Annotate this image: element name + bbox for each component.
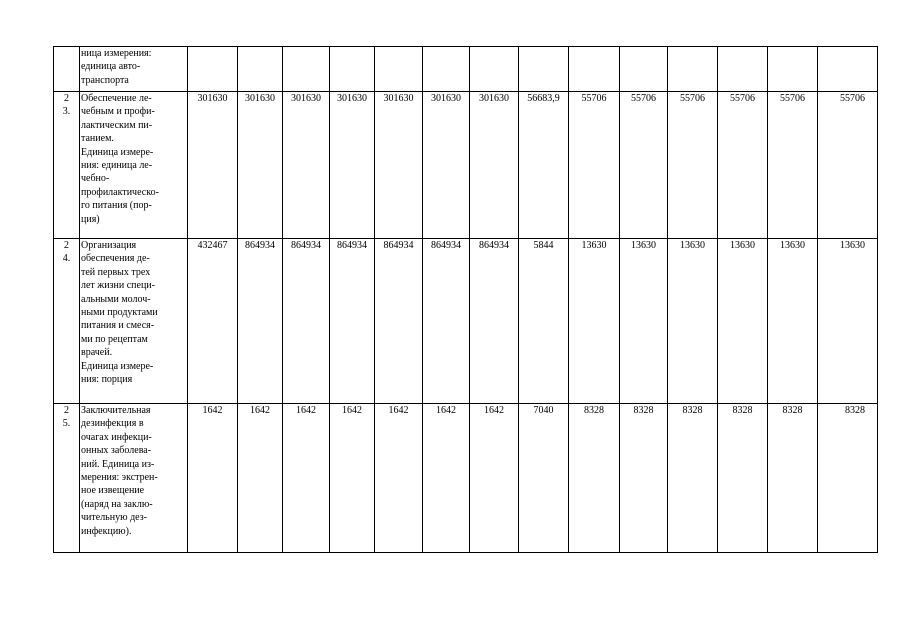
value-cell: 8328: [620, 404, 668, 553]
indicator-name-text: ными продуктами: [81, 307, 158, 319]
indicator-name-cell: [80, 92, 188, 239]
value-cell: 301630: [330, 92, 375, 239]
value-cell: 864934: [330, 239, 375, 404]
value-cell: 864934: [470, 239, 519, 404]
value-cell: 301630: [188, 92, 238, 239]
indicator-name-cell: [80, 404, 188, 553]
table-body: [54, 47, 878, 553]
table-row: [54, 92, 878, 239]
value-cell: [668, 47, 718, 92]
indicator-name-text: Единица измере-: [81, 146, 154, 158]
row-number-cell: [54, 92, 80, 239]
indicator-name-text: тей первых трех: [81, 266, 151, 278]
value-cell: [188, 47, 238, 92]
value-cell: 55706: [668, 92, 718, 239]
value-cell: [238, 47, 283, 92]
value-cell: 864934: [238, 239, 283, 404]
value-cell: 864934: [423, 239, 470, 404]
value-cell: 301630: [375, 92, 423, 239]
value-cell: 1642: [330, 404, 375, 553]
value-cell: 55706: [818, 92, 878, 239]
value-cell: 55706: [768, 92, 818, 239]
indicator-name-text: инфекцию).: [81, 525, 132, 537]
value-cell: [569, 47, 620, 92]
indicator-name-text: Единица измере-: [81, 360, 154, 372]
value-cell: 55706: [718, 92, 768, 239]
value-cell: 55706: [569, 92, 620, 239]
indicator-table: [53, 46, 878, 553]
indicator-name-text: питания и смеся-: [81, 320, 155, 332]
indicator-name-text: Организация: [81, 240, 137, 251]
value-cell: 55706: [620, 92, 668, 239]
indicator-name-text: транспорта: [81, 74, 129, 86]
value-cell: 1642: [470, 404, 519, 553]
indicator-name-text: единица авто-: [81, 61, 141, 73]
indicator-name-text: ми по рецептам: [81, 333, 148, 345]
value-cell: 13630: [569, 239, 620, 404]
indicator-name-text: чительную дез-: [81, 512, 147, 524]
value-cell: 8328: [818, 404, 878, 553]
value-cell: [423, 47, 470, 92]
value-cell: 8328: [668, 404, 718, 553]
indicator-name-text: профилактическо-: [81, 186, 159, 198]
indicator-name-text: ния: единица ле-: [81, 160, 153, 172]
indicator-name-text: танием.: [81, 133, 114, 145]
indicator-name-text: чебным и профи-: [81, 106, 155, 118]
value-cell: 13630: [818, 239, 878, 404]
indicator-name-text: мерения: экстрен-: [81, 472, 158, 484]
table-row: [54, 239, 878, 404]
indicator-name-text: (наряд на заклю-: [81, 498, 153, 510]
value-cell: 8328: [768, 404, 818, 553]
indicator-name-text: онных заболева-: [81, 445, 152, 457]
indicator-name-text: альными молоч-: [81, 293, 151, 305]
value-cell: 1642: [188, 404, 238, 553]
indicator-name-text: дезинфекция в: [81, 418, 144, 430]
indicator-name-text: Заключительная: [81, 405, 151, 416]
row-number-cell: [54, 239, 80, 404]
row-number-text: 4.: [62, 253, 71, 265]
value-cell: [519, 47, 569, 92]
value-cell: 1642: [375, 404, 423, 553]
indicator-name-text: ное извещение: [81, 485, 145, 497]
row-number-text: 5.: [62, 418, 71, 430]
row-number-text: 2: [64, 93, 69, 104]
value-cell: [470, 47, 519, 92]
value-cell: 1642: [283, 404, 330, 553]
value-cell: 7040: [519, 404, 569, 553]
value-cell: 301630: [423, 92, 470, 239]
indicator-name-text: ния: порция: [81, 374, 133, 386]
value-cell: 13630: [668, 239, 718, 404]
row-number-text: 2: [64, 240, 69, 251]
indicator-name-text: чебно-: [81, 173, 110, 185]
indicator-name-text: очагах инфекци-: [81, 431, 152, 443]
value-cell: [283, 47, 330, 92]
indicator-name-text: врачей.: [81, 347, 113, 359]
value-cell: 13630: [718, 239, 768, 404]
value-cell: 13630: [768, 239, 818, 404]
value-cell: [768, 47, 818, 92]
indicator-name-text: лет жизни специ-: [81, 280, 155, 292]
table-row: [54, 404, 878, 553]
value-cell: [718, 47, 768, 92]
table-row: [54, 47, 878, 92]
value-cell: 864934: [283, 239, 330, 404]
indicator-name-text: ница измерения:: [81, 48, 152, 59]
indicator-name-cell: [80, 47, 188, 92]
indicator-name-text: ция): [81, 213, 100, 225]
indicator-name-text: лактическим пи-: [81, 119, 153, 131]
value-cell: 432467: [188, 239, 238, 404]
value-cell: 5844: [519, 239, 569, 404]
row-number-cell: [54, 404, 80, 553]
indicator-name-text: Обеспечение ле-: [81, 93, 152, 104]
value-cell: 8328: [569, 404, 620, 553]
value-cell: 864934: [375, 239, 423, 404]
indicator-name-cell: [80, 239, 188, 404]
value-cell: 8328: [718, 404, 768, 553]
value-cell: 301630: [283, 92, 330, 239]
value-cell: [375, 47, 423, 92]
value-cell: 1642: [423, 404, 470, 553]
row-number-cell: [54, 47, 80, 92]
indicator-name-text: обеспечения де-: [81, 253, 150, 265]
row-number-text: 2: [64, 405, 69, 416]
value-cell: [818, 47, 878, 92]
indicator-name-text: го питания (пор-: [81, 200, 152, 212]
value-cell: 301630: [238, 92, 283, 239]
value-cell: 1642: [238, 404, 283, 553]
value-cell: [620, 47, 668, 92]
value-cell: [330, 47, 375, 92]
value-cell: 13630: [620, 239, 668, 404]
indicator-name-text: ний. Единица из-: [81, 458, 155, 470]
value-cell: 301630: [470, 92, 519, 239]
value-cell: 56683,9: [519, 92, 569, 239]
row-number-text: 3.: [62, 106, 71, 118]
